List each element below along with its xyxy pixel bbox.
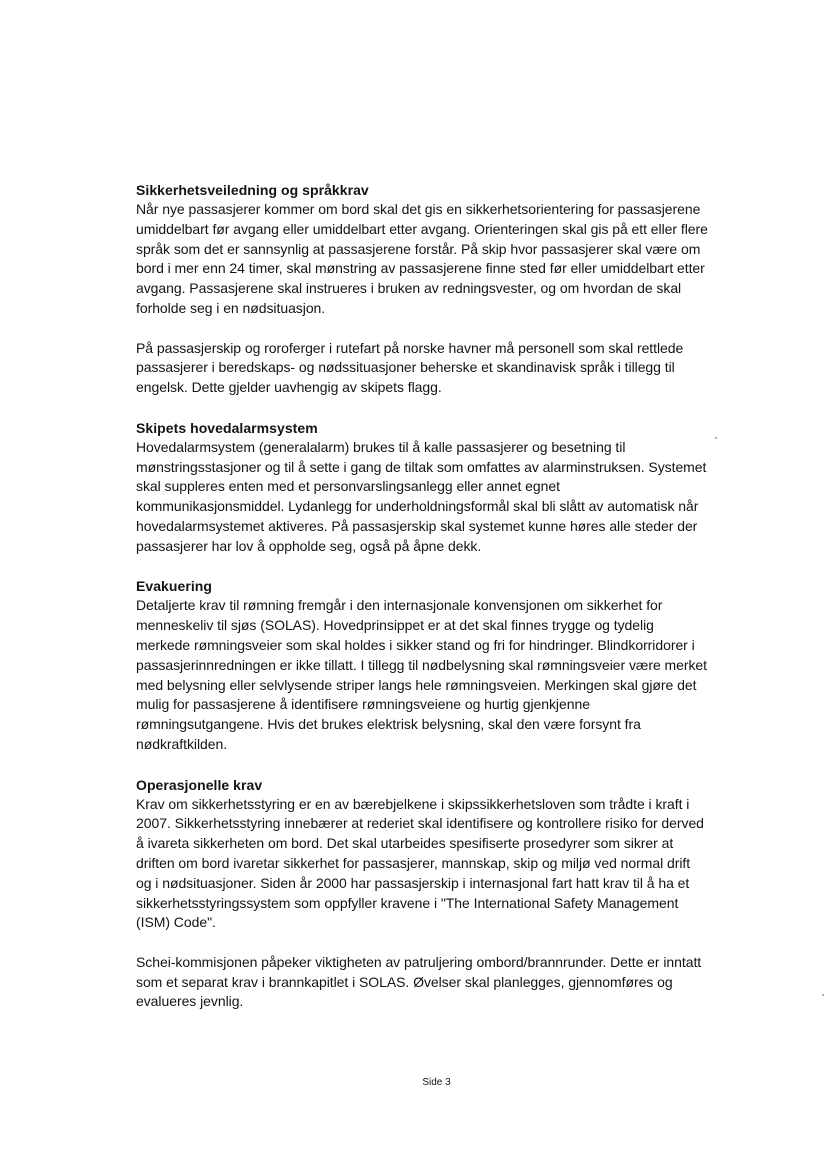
- text-line: driften om bord ivaretar sikkerhet for passasjerer, mannskap, skip og miljø ved normal drift: [136, 854, 691, 871]
- text-line: menneskeliv til sjøs (SOLAS). Hovedprinsippet er at det skal finnes trygge og tydelig: [136, 617, 654, 634]
- paragraph: [136, 795, 746, 934]
- text-line: På passasjerskip og roroferger i rutefart på norske havner må personell som skal rettlede: [136, 339, 684, 356]
- text-line: å ivareta sikkerheten om bord. Det skal utarbeides spesifiserte prosedyrer som sikrer at: [136, 835, 674, 852]
- paragraph: [136, 339, 746, 398]
- text-line: språk som det er sannsynlig at passasjerene forstår. På skip hvor passasjerer skal være om: [136, 240, 701, 257]
- paragraph-gap: [136, 319, 746, 339]
- text-line: passasjerinnredningen er ikke tillatt. I tillegg til nødbelysning skal rømningsveier være merket: [136, 656, 708, 673]
- section-gap: [136, 755, 746, 775]
- text-line: kommunikasjonsmiddel. Lydanlegg for underholdningsformål skal bli slått av automatisk når: [136, 498, 699, 515]
- text-line: evalueres jevnlig.: [136, 993, 244, 1010]
- text-line: nødkraftkilden.: [136, 735, 228, 752]
- paragraph: [136, 596, 746, 754]
- text-line: forholde seg i en nødsituasjon.: [136, 299, 326, 316]
- section-heading: Evakuering: [136, 578, 212, 595]
- text-line: mønstringsstasjoner og til å sette i gang de tiltak som omfattes av alarminstruksen. Systemet: [136, 458, 707, 475]
- text-line: Hovedalarmsystem (generalalarm) brukes til å kalle passasjerer og besetning til: [136, 438, 626, 455]
- text-line: hovedalarmsystemet aktiveres. På passasjerskip skal systemet kunne høres alle steder der: [136, 517, 698, 534]
- paragraph: [136, 438, 746, 557]
- text-line: skal suppleres enten med et personvarslingsanlegg eller annet egnet: [136, 478, 560, 495]
- scan-speck: [822, 994, 824, 996]
- text-line: som et separat krav i brannkapitlet i SOLAS. Øvelser skal planlegges, gjennomføres og: [136, 973, 673, 990]
- text-line: engelsk. Dette gjelder uavhengig av skipets flagg.: [136, 379, 442, 396]
- text-line: 2007. Sikkerhetsstyring innebærer at rederiet skal identifisere og kontrollere risiko for derved: [136, 815, 704, 832]
- paragraph: [136, 200, 746, 319]
- paragraph-gap: [136, 933, 746, 953]
- text-line: Detaljerte krav til rømning fremgår i den internasjonale konvensjonen om sikkerhet for: [136, 597, 663, 614]
- text-line: passasjerer i beredskaps- og nødssituasjoner beherske et skandinavisk språk i tillegg til: [136, 359, 675, 376]
- section-gap: [136, 398, 746, 418]
- text-line: Når nye passasjerer kommer om bord skal det gis en sikkerhetsorientering for passasjerene: [136, 201, 701, 217]
- text-line: passasjerer har lov å oppholde seg, også på åpne dekk.: [136, 537, 482, 554]
- section-gap: [136, 557, 746, 577]
- page-number: Side 3: [422, 1077, 451, 1088]
- section-heading: Sikkerhetsveiledning og språkkrav: [136, 182, 369, 198]
- text-line: og i nødsituasjoner. Siden år 2000 har passasjerskip i internasjonal fart hatt krav til å ha et: [136, 874, 690, 891]
- text-line: avgang. Passasjerene skal instrueres i bruken av redningsvester, og om hvordan de skal: [136, 280, 682, 297]
- text-line: bord i mer enn 24 timer, skal mønstring av passasjerene finne sted før eller umiddelbart etter: [136, 260, 705, 277]
- section-heading: Skipets hovedalarmsystem: [136, 419, 318, 436]
- text-line: med belysning eller selvlysende striper langs hele rømningsveien. Merkingen skal gjøre det: [136, 676, 697, 693]
- text-line: Schei-kommisjonen påpeker viktigheten av patruljering ombord/brannrunder. Dette er inntatt: [136, 953, 702, 970]
- text-line: mulig for passasjerene å identifisere rømningsveiene og hurtig gjenkjenne: [136, 696, 590, 713]
- text-line: merkede rømningsveier som skal holdes i sikker stand og fri for hindringer. Blindkorridorer i: [136, 636, 695, 653]
- text-line: (ISM) Code".: [136, 914, 216, 931]
- text-line: umiddelbart før avgang eller umiddelbart etter avgang. Orienteringen skal gis på ett eller flere: [136, 220, 708, 237]
- text-line: sikkerhetsstyringssystem som oppfyller kravene i "The International Safety Management: [136, 894, 679, 911]
- text-line: Krav om sikkerhetsstyring er en av bærebjelkene i skipssikkerhetsloven som trådte i kraft i: [136, 795, 690, 812]
- scan-speck: [715, 437, 717, 439]
- section-heading: Operasjonelle krav: [136, 776, 263, 793]
- text-line: rømningsutgangene. Hvis det brukes elektrisk belysning, skal den være forsynt fra: [136, 716, 641, 733]
- document-body: [136, 180, 746, 1012]
- paragraph: [136, 953, 746, 1012]
